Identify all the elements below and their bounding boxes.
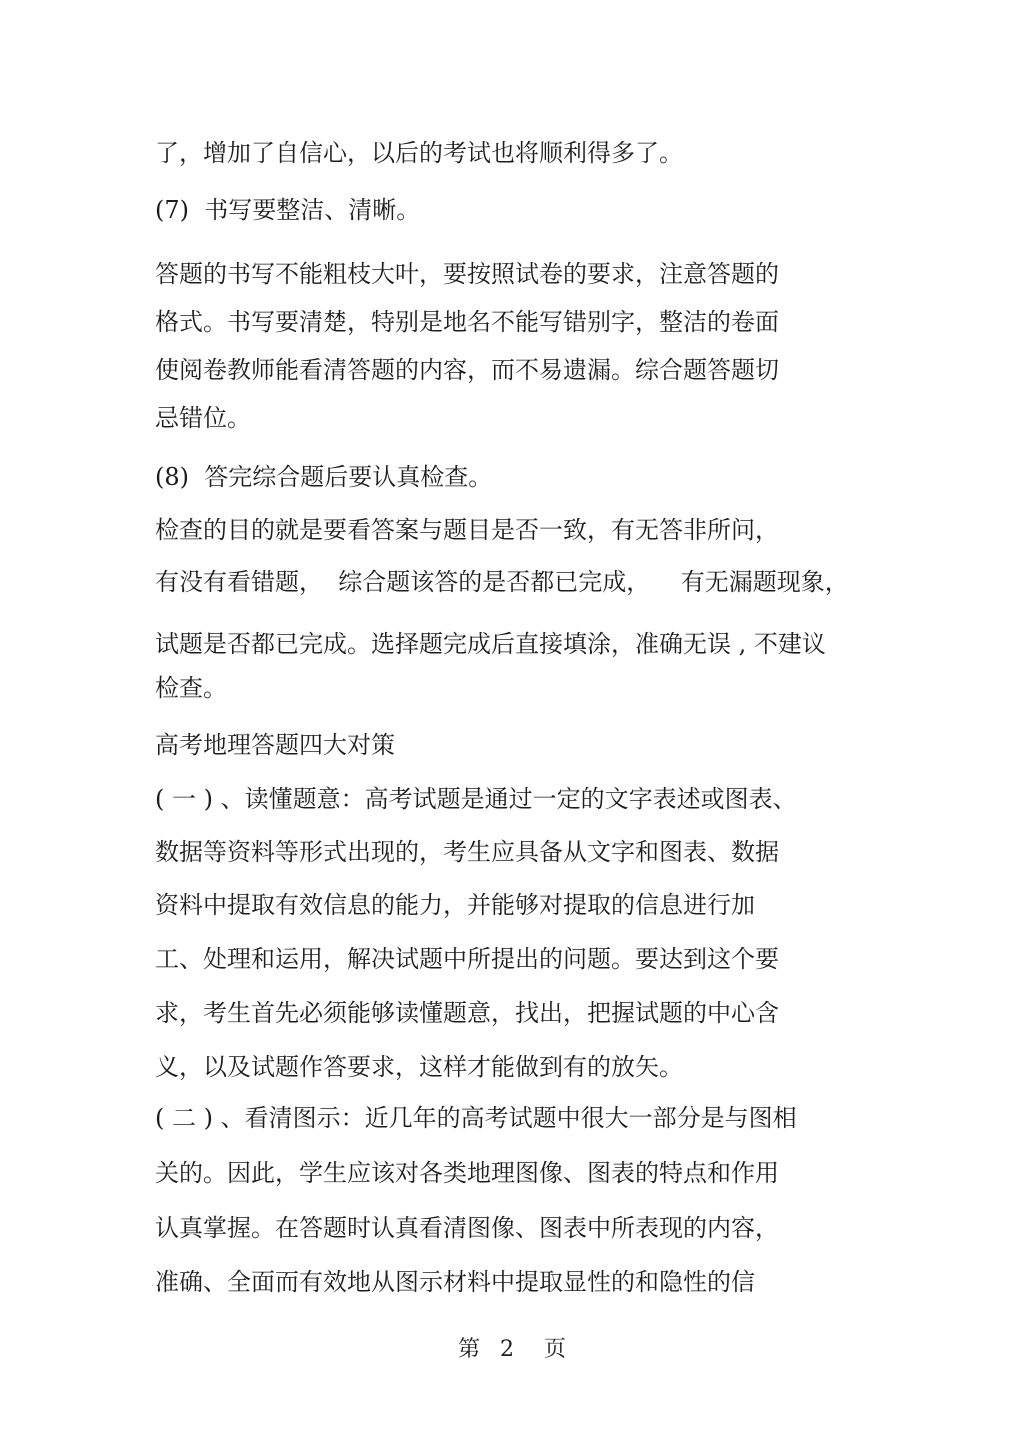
section-title: 高考地理答题四大对策 [155,731,395,759]
text-line: 有没有看错题， 综合题该答的是否都已完成， 有无漏题现象， [155,568,849,596]
text-line: 了，增加了自信心，以后的考试也将顺利得多了。 [155,139,683,167]
text-line: ( 二 ) 、看清图示：近几年的高考试题中很大一部分是与图相 [155,1104,797,1132]
text-line: 资料中提取有效信息的能力，并能够对提取的信息进行加 [155,891,755,919]
text-line: 关的。因此，学生应该对各类地理图像、图表的特点和作用 [155,1159,779,1187]
page-number: 2 [500,1337,514,1362]
footer-suffix: 页 [544,1337,567,1362]
footer-prefix: 第 [457,1337,480,1362]
text-line: 数据等资料等形式出现的，考生应具备从文字和图表、数据 [155,838,779,866]
section-heading-8: (8) 答完综合题后要认真检查。 [155,463,493,491]
text-line: 检查。 [155,674,227,702]
text-line: 格式。书写要清楚，特别是地名不能写错别字，整洁的卷面 [155,308,779,336]
text-line: 试题是否都已完成。选择题完成后直接填涂，准确无误 , 不建议 [155,630,826,658]
section-heading-7: (7) 书写要整洁、清晰。 [155,196,421,224]
text-line: 使阅卷教师能看清答题的内容，而不易遗漏。综合题答题切 [155,356,779,384]
text-line: 认真掌握。在答题时认真看清图像、图表中所表现的内容， [155,1214,779,1242]
text-line: 义，以及试题作答要求，这样才能做到有的放矢。 [155,1053,683,1081]
text-line: 忌错位。 [155,404,251,432]
text-line: 准确、全面而有效地从图示材料中提取显性的和隐性的信 [155,1268,755,1296]
text-line: 答题的书写不能粗枝大叶，要按照试卷的要求，注意答题的 [155,260,779,288]
text-line: ( 一 ) 、读懂题意：高考试题是通过一定的文字表述或图表、 [155,785,797,813]
text-line: 检查的目的就是要看答案与题目是否一致，有无答非所问， [155,516,779,544]
text-line: 求，考生首先必须能够读懂题意，找出，把握试题的中心含 [155,999,779,1027]
page-footer [0,1336,1024,1364]
text-line: 工、处理和运用，解决试题中所提出的问题。要达到这个要 [155,945,779,973]
